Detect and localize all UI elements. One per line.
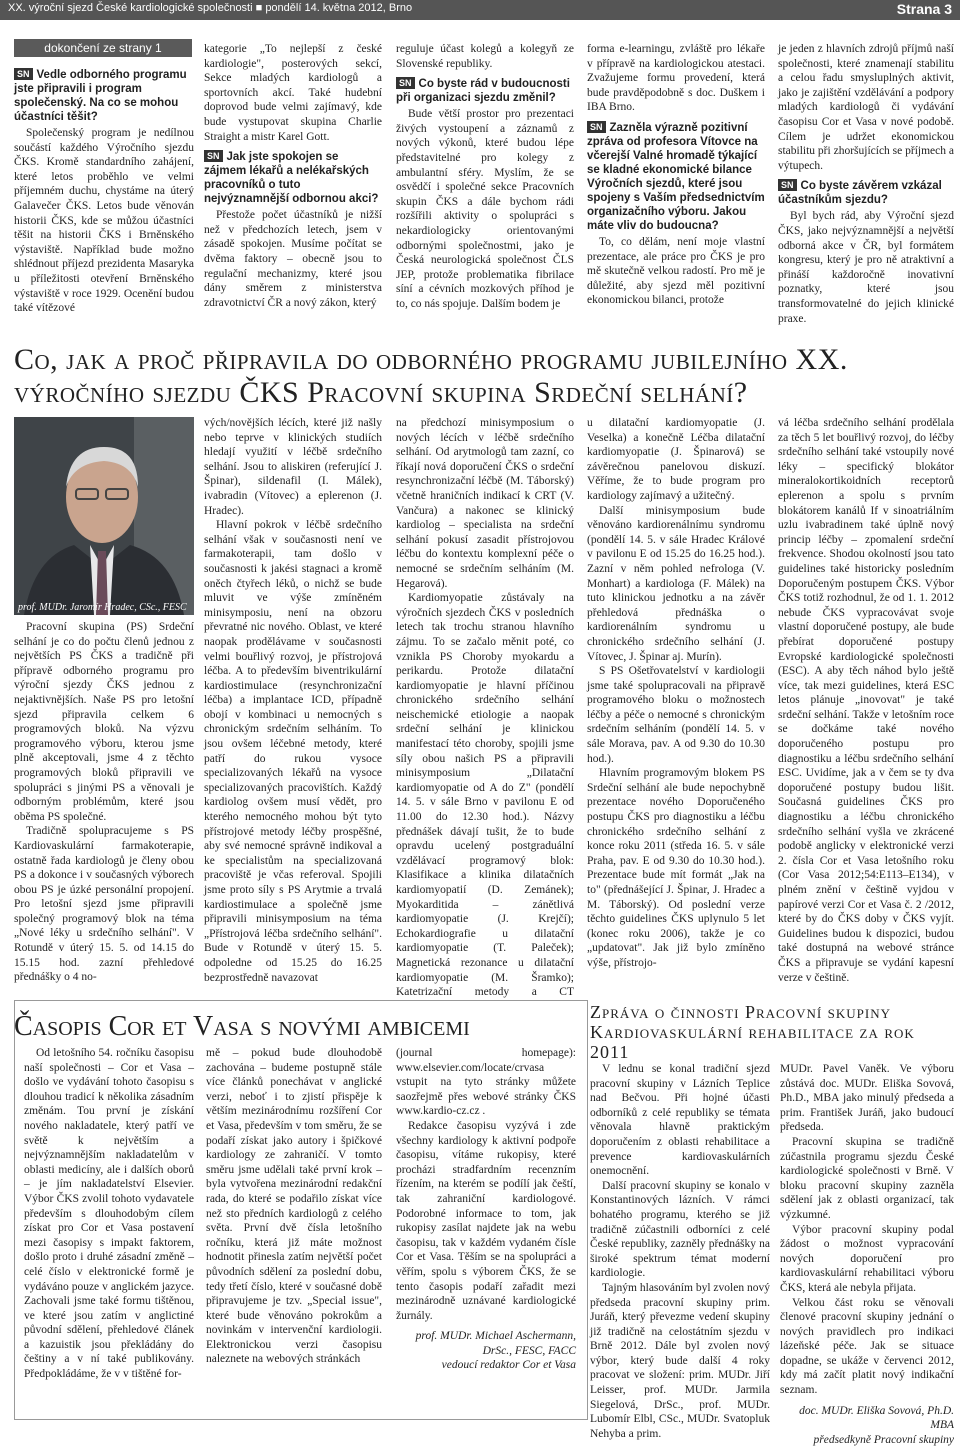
answer-3: Bude větší prostor pro prezentaci živých vystoupení a záznamů z nových výkonů, které budou lépe představitelné pro kolegy z ambulantní sféry. Myslím, že se osvědčí i společné sekce Pracovních skupin ČKS a dále bychom rádi rozšířili aktivity o spolupráci s nekardiologicky orientovanými odbornými společnostmi, jako je Česká neurologická společnost ČLS JEP, protože problematika fibrilace síní a cévních mozkových příhod je to, co nás spojuje. Dalším bodem je <box>396 108 574 310</box>
continued-tab: dokončení ze strany 1 <box>14 39 192 57</box>
box-signature-role: vedoucí redaktor Cor et Vasa <box>441 1359 576 1372</box>
rehab-paragraph: MUDr. Pavel Vaněk. Ve výboru zůstává doc. MUDr. Eliška Sovová, Ph.D., MBA jako minulý předseda a prim. František Juráň, jako budoucí předseda. <box>780 1063 954 1134</box>
mid-column-1 <box>14 620 194 990</box>
cor-et-vasa-headline: Časopis Cor et Vasa s novými ambicemi <box>14 1011 470 1042</box>
box-signature-name: prof. MUDr. Michael Aschermann, DrSc., FESC, FACC <box>415 1330 576 1357</box>
top-column-2 <box>204 42 382 336</box>
answer-1-cont: kategorie „To nejlepší z české kardiologie", posterových sekcí, Sekce mladých kardiologů a sportovních akcí. Také hudební doprovod bude velmi zajímavý, kde bude vystupovat skupina Charlie Straight a mistr Karel Gott. <box>204 43 382 143</box>
rehab-column-1 <box>590 1062 770 1440</box>
rehab-paragraph: Tajným hlasováním byl zvolen nový předseda pracovní skupiny prim. Juráň, který převezme vedení skupiny již tradičně na celostátním sjezdu v Brně 2012. Dále byl zvolen nový výbor, který bude další 4 roky pracovat ve složení: prim. MUDr. Jiří Leisser, prof. MUDr. Jarmila Siegelová, DrSc., prof. MUDr. Lubomír Elbl, CSc., MUDr. Svatopluk Nehyba a prim. <box>590 1281 770 1440</box>
answer-4: To, co dělám, není moje vlastní prezentace, ale práce pro ČKS je pro mě skutečně velkou radostí. Pro mě je důležité, aby sjezd měl pozitivní ekonomickou bilanci, protože <box>587 235 765 307</box>
answer-2: Přestože počet účastníků je nižší než v předchozích letech, jsem v zásadě spokojen. Musíme počítat se dvěma faktory – obecně jsou to regulační mechanizmy, které jsou dány směrem z ministerstva zdravotnictví ČR a nový zákon, který <box>204 209 382 309</box>
mid-column-4 <box>587 416 765 992</box>
box-paragraph: mě – pokud bude dlouhodobě zachována – budeme postupně stále více článků ponechávat v anglické verzi, neboť i to zjistí přispěje k větším mezinárodnímu rozšíření Cor et Vasa, především v tom směru, že se podaří získat jako autory i špičkové kardiology ze zahraničí. V tomto směru jsme udělali také první krok – byla vytvořena mezinárodní redakční rada, do které se podařilo získat více než sto předních kardiologů z celého světa. První dvě čísla letošního ročníku, která již máte možnost hodnotit přinesla zatím největší počet původních sdělení za poslední dobu, tedy třetí číslo, které v současné době připravujeme je tzv. „Special issue", které bude věnováno pokrokům a novinkám v intervenční kardiologii. Elektronickou verzi časopisu naleznete na webových stránkách <box>206 1047 382 1366</box>
mid-column-3 <box>396 416 574 999</box>
rehab-report-headline: Zpráva o činnosti Pracovní skupiny Kardiovaskulární rehabilitace za rok 2011 <box>590 1002 915 1062</box>
mid-paragraph: na předchozí minisymposium o nových lécích v léčbě srdečního selhání. Od arytmologů tam zazní, co říkají nová doporučení ČKS o srdeční resynchronizační léčbě (M. Táborský) včetně hraničních indikací k CRT (V. Vančura) a nakonec se klinický kardiolog – specialista na srdeční selhání pokusí zasadit přístrojovou léčbu do kontextu komplexní péče o nemocné se srdečním selháním (M. Hegarová). <box>396 417 574 590</box>
mid-paragraph: Kardiomyopatie zůstávaly na výročních sjezdech ČKS v posledních letech tak trochu stranou hlavního zájmu. To se začalo měnit poté, co vznikla PS Choroby myokardu a perikardu. Protože dilatační kardiomyopatie je hlavní příčinou chronického srdečního selhání neischemické etiologie a naopak srdeční selhání je klinickou manifestací této choroby, spojili jsme síly obou našich PS a připravili minisymposium „Dilatační kardiomyopatie od A do Z" (pondělí 14. 5. v sále Brno v pavilonu E od 11.00 do 12.30 hod.). Názvy přednášek dávají tušit, že to bude opravdu ucelený postgraduální vzdělávací programový blok: Klasifikace a klinika dilatačních kardiomyopatií (D. Zemánek); Myokarditida – zánětlivá kardiomyopatie (J. Krejčí); Echokardiografie u dilatační kardiomyopatie (T. Paleček); Magnetická rezonance u dilatační kardiomyopatie (M. Šramko); Katetrizační metody a CT <box>396 592 574 999</box>
box-paragraph: Od letošního 54. ročníku časopisu naší společnosti – Cor et Vasa – došlo ve vydávání tohoto časopisu s dlouhou tradicí k několika zásadním změnám. Tou první je získání nového nakladatele, který patří ve světě k největším a nejvýznamnějším nakladatelům v oblasti medicíny, ale i dalších oborů – je jím nakladatelství Elsevier. Výbor ČKS zvolil tohoto vydavatele především s dlouhodobým cílem získat pro Cor et Vasa postavení mezi časopisy s impakt faktorem, došlo proto i druhé zásadní změně – celé číslo v elektronické formě je vydáváno pouze v anglickém jazyce. Zachovali jsme také formu tištěnou, ve které jsou zatím v anglictiné původní sdělení, přehledové článek a kazuistik jsou překládány do češtiny a v ní také publikovány. Předpokládáme, že v v tištěné for- <box>24 1047 194 1381</box>
mid-paragraph: Další minisymposium bude věnováno kardiorenálnímu syndromu (pondělí 14. 5. v sále Hradec Králové v pavilonu E od 15.25 do 16.25 hod.). Zazní v něm pohled nefrologa (V. Monhart) a kardiologa (F. Málek) na tuto klinickou jednotku a na závěr přehledová přednáška o kardiorenálním syndromu u chronického srdečního selhání (J. Vítovec, J. Špinar aj. Murín). <box>587 504 765 663</box>
sn-marker: SN <box>14 68 33 80</box>
sn-marker: SN <box>396 77 415 89</box>
mid-paragraph: vá léčba srdečního selhání prodělala za těch 5 let bouřlivý rozvoj, do léčby srdečního selhání také vstoupily nové léky – specifický blokátor mineralokortikoidních receptorů eplerenon a spolu s prvním blokátorem kanálů If v sinoatriálním uzlu ivabradinem také úplně nový princip léčby – zpomalení srdeční frekvence. Shodou okolností jsou tato guidelines také historicky posledním Doporučeným postupem ČKS. Výbor ČKS totiž rozhodnul, že od 1. 1. 2012 nebude ČKS vypracovávat svoje vlastní doporučené postupy, ale bude přebírat doporučené postupy Evropské kardiologické společnosti (ESC). A aby těch náhod bylo ještě více, tak mezi guidelines, která ESC letos plánuje „inovovat" je také srdeční selhání. Takže v letošním roce se dočkáme také nového doporučeného postupu pro diagnostiku a léčbu srdečního selhání ESC. Uvidíme, jak a v čem se ty dva doporučené postupy budou lišit. Současná guidelines ČKS pro diagnostiku a léčbu chronického srdečního selhání vyšla ve zkrácené podobě anglicky v elektronické verzi 2. čísla Cor et Vasa letošního roku (Cor Vasa 2012;54:E113–E134), v plném znění v češtině vyjdou v papírové verzi Cor et Vasa č. 2 /2012, které by do ČKS doby v ČKS vyjít. Guidelines budou k dispozici, budou také dostupná na webové stránce ČKS a připravuje se vydání kapesní verze v češtině. <box>778 417 954 984</box>
mid-paragraph: S PS Ošetřovatelství v kardiologii jsme také spolupracovali na připravě programového bloku o možnostech léčby a péče o nemocné s chronickým srdečním selháním (pondělí 14. 5. v sále Morava, pav. A od 9.30 do 10.30 hod.). <box>587 665 765 765</box>
answer-1: Společenský program je nedílnou součástí každého Výročního sjezdu ČKS. Kromě standardního zahájení, které letos proběhlo ve velmi příjemném duchu, chystáme na úterý Galavečer ČKS. Letos bude věnován historii ČKS, kde se můžou účastníci těšit na historii ČKS i Brněnského výstaviště. Například bude možno shlédnout příjezd prezidenta Masaryka u příležitosti otevření Brněnského výstaviště v roce 1929. Ocenění budou také vítězové <box>14 127 194 315</box>
box-paragraph: Redakce časopisu vyzývá i zde všechny kardiology k aktivní podpoře časopisu, vítáme rukopisy, které procházi stradfardním recenzním řízením, na kterém se podílí jak čeští, tak zahraniční kardiologové. Podorobné informace to tom, jak rukopisy zasílat najdete jak na webu časopisu, tak v každém vydaném čísle Cor et Vasa. Těším se na spolupráci a věřím, spolu s výborem ČKS, že se tento časopis podaří zařadit mezi mezinárodně uznávané kardiologické žurnály. <box>396 1119 576 1322</box>
mid-paragraph: Pracovní skupina (PS) Srdeční selhání je co do počtu členů jednou z největších PS ČKS a tradičně při přípravě odborného programu pro výroční sjezdy ČKS jednou z nejaktivnějších. Naše PS pro letošní sjezd připravila celkem 6 programových bloků. Na výzvu programového výboru, kterou jsme plně akceptovali, jsme 4 z těchto programových bloků připravili ve spolupráci s jinými PS a věnovali je odborným problémům, které jsou oběma PS společné. <box>14 621 194 823</box>
rehab-paragraph: Další pracovní skupiny se konalo v Konstantinových lázních. V rámci bohatého programu, kterého se již tradičně zúčastnili odborníci z celé České republiky, zazněly přednášky na široké spektrum témat moderní kardiologie. <box>590 1179 770 1280</box>
rehab-signature-name: doc. MUDr. Eliška Sovová, Ph.D. MBA <box>799 1404 954 1432</box>
mid-paragraph: u dilatační kardiomyopatie (J. Veselka) a konečně Léčba dilatační kardiomyopatie (J. Špinarová) se závěrečnou panelovou diskuzí. Věříme, že to bude program pro kardiology zajímavý a užitečný. <box>587 417 765 502</box>
rehab-paragraph: Velkou část roku se věnovali členové pracovní skupiny jednání o nových pravidlech pro indikaci lázeňské péče. Jak se situace dopadne, se ukáže v červenci 2012, kdy má začít platit nový indikační seznam. <box>780 1296 954 1397</box>
mid-paragraph: Hlavním programovým blokem PS Srdeční selhání ale bude nepochybně prezentace nového Doporučeného postupu ČKS pro diagnostiku a léčbu chronického srdečního selhání z konce roku 2011 (středa 16. 5. v sále Praha, pav. E od 9.30 do 10.30 hod.). Prezentace bude mít formát „Jak na to" (přednášející J. Špinar, J. Hradec a M. Táborský). Od poslední verze těchto guidelines ČKS uplynulo 5 let (konec roku 2006), takže je co „updatovat". Jak již bylo zmíněno výše, přístrojo- <box>587 767 765 969</box>
question-1: SN Vedle odborného programu jste připravili i program společenský. Na co se mohou účastníci těšit? <box>14 69 187 123</box>
header-issue-info: XX. výroční sjezd České kardiologické společnosti ■ pondělí 14. května 2012, Brno <box>8 2 413 14</box>
rehab-paragraph: Pracovní skupina se tradičně zúčastnila programu sjezdu České kardiologické společnosti v Brně. V bloku pracovní skupiny zazněla sdělení jak z oblasti organizací, tak výzkumné. <box>780 1135 954 1221</box>
mid-paragraph: Tradičně spolupracujeme s PS Kardiovaskulární farmakoterapie, ostatně řada kardiologů je členy obou PS a dokonce i v současných výborech obou PS je úzké personální propojení. Pro letošní sjezd jsme připravili společný programový blok na téma „Nové léky u srdečního selhání". V Rotundě v úterý 15. 5. od 14.15 do 15.15 hod. zazní přehledové přednášky o 4 no- <box>14 825 194 984</box>
question-5: SN Co byste závěrem vzkázal účastníkům sjezdu? <box>778 180 942 207</box>
mid-paragraph: vých/novějších lécích, které již našly nebo teprve v klinických studiích hledají využití v léčbě srdečního selhání. Jsou to aliskiren (referující J. Špinar), sildenafil (I. Málek), ivabradin (Vítovec) a eplerenon (J. Hradec). <box>204 417 382 517</box>
page-header-bar <box>0 0 960 20</box>
question-3: SN Co byste rád v budoucnosti při organizaci sjezdu změnil? <box>396 78 570 105</box>
page-number: Strana 3 <box>896 1 952 17</box>
box-column-1 <box>24 1046 194 1416</box>
sn-marker: SN <box>587 121 606 133</box>
question-2: SN Jak jste spokojen se zájmem lékařů a nelékařských pracovníků o tuto nejvýznamnější odbornou akci? <box>204 151 379 206</box>
rehab-signature-role: předsedkyně Pracovní skupiny <box>813 1433 954 1446</box>
question-4: SN Zazněla výrazně pozitivní zpráva od profesora Vítovce na včerejší Valné hromadě týkající se kladné ekonomické bilance Výročních sjezdů, které jsou spojeny s Vaším předsednictvím organizačního výboru. Jakou máte vliv do budoucna? <box>587 121 765 232</box>
answer-2-cont: reguluje účast kolegů a kolegyň ze Slovenské republiky. <box>396 43 574 70</box>
portrait-illustration <box>14 417 194 615</box>
mid-column-2 <box>204 416 382 992</box>
box-paragraph: (journal homepage): www.elsevier.com/locate/crvasa vstupit na tyto stránky můžete saozřejmě přes webové stránky ČKS www.kardio-cz.cz . <box>396 1047 576 1118</box>
top-column-5 <box>778 42 954 336</box>
rehab-paragraph: V lednu se konal tradiční sjezd pracovní skupiny v Lázních Teplice nad Bečvou. Při hojné účasti odborníků z celé republiky se témata věnovala hlavně praktickým doporučením z oblasti rehabilitace a prevence kardiovaskulárních onemocnění. <box>590 1063 770 1178</box>
sn-marker: SN <box>778 179 797 191</box>
answer-5: Byl bych rád, aby Výroční sjezd ČKS, jako nejvýznamnější a největší odborná akce v ČR, byl formátem kongresu, který je pro ně atraktivní a přináší každoročně inovativní poznatky, které jsou transformovatelné do jejich klinické praxe. <box>778 210 954 325</box>
answer-3-cont: forma e-learningu, zvláště pro lékaře v přípravě na kardiologickou atestaci. Zvažujeme formu provedení, která bude pravděpodobně s doc. Duškem i IBA Brno. <box>587 43 765 114</box>
top-column-4 <box>587 42 765 336</box>
mid-paragraph: Hlavní pokrok v léčbě srdečního selhání však v současnosti není ve farmakoterapii, tam došlo v současnosti k jakési stagnaci a kromě oněch čtyřech léků, o nichž se bude mluvit ve výše zmíněném minisymposiu, není na obzoru převratné nic nového. Oblast, ve které naopak prodělávame v současnosti velmi bouřlivý rozvoj, je přístrojová léčba. A to především biventrikulární kardiostimulace (resynchronizační léčba) a implantace ICD, případně obojí v kombinaci u nemocných s chronickým srdečním selháním. To jsou ovšem léčebné metody, které patří do rukou vysoce specializovaných lékařů na vysoce specializovaných pracovištích. Každý kardiolog ovšem musí vědět, pro kterého nemocného mohou být tyto přístrojové metody léčby prospěšné, aby své nemocné správně indikoval a ke specialistům na specializovaná pracoviště je včas referoval. Spojili jsme proto síly s PS Arytmie a trvalá kardiostimulace a společně jsme připravili minisymposium na téma „Přístrojová léčba srdečního selhání". Bude v Rotundě v úterý 15. 5. odpoledne od 15.25 do 16.25 bezprostředně navazovat <box>204 519 382 984</box>
author-photo <box>14 417 194 615</box>
mid-column-5 <box>778 416 954 992</box>
top-column-3 <box>396 42 574 336</box>
sn-marker: SN <box>204 150 223 162</box>
article-headline: Co, jak a proč připravila do odborného programu jubilejního XX. výročního sjezdu ČKS Pracovní skupina Srdeční selhání? <box>14 343 848 409</box>
box-column-2 <box>206 1046 382 1416</box>
answer-4-cont: je jeden z hlavních zdrojů příjmů naší společnosti, které znamenají stabilitu a celou řadu smysluplných aktivit, jako je zajištění vzdělávání a podpory mladých kardiologů či vydávání časopisu Cor et Vasa v nové podobě. Cílem je udržet ekonomickou stabilitu při zhoršujících se příjmech a výtupech. <box>778 43 954 172</box>
rehab-paragraph: Výbor pracovní skupiny podal žádost o možnost vypracování nových doporučení pro kardiovaskulární rehabilitaci výboru ČKS, která ale nebyla přijata. <box>780 1223 954 1294</box>
photo-caption: prof. MUDr. Jaromír Hradec, CSc., FESC <box>18 602 187 613</box>
rehab-column-2 <box>780 1062 954 1446</box>
box-column-3 <box>396 1046 576 1416</box>
top-column-1 <box>14 68 194 336</box>
